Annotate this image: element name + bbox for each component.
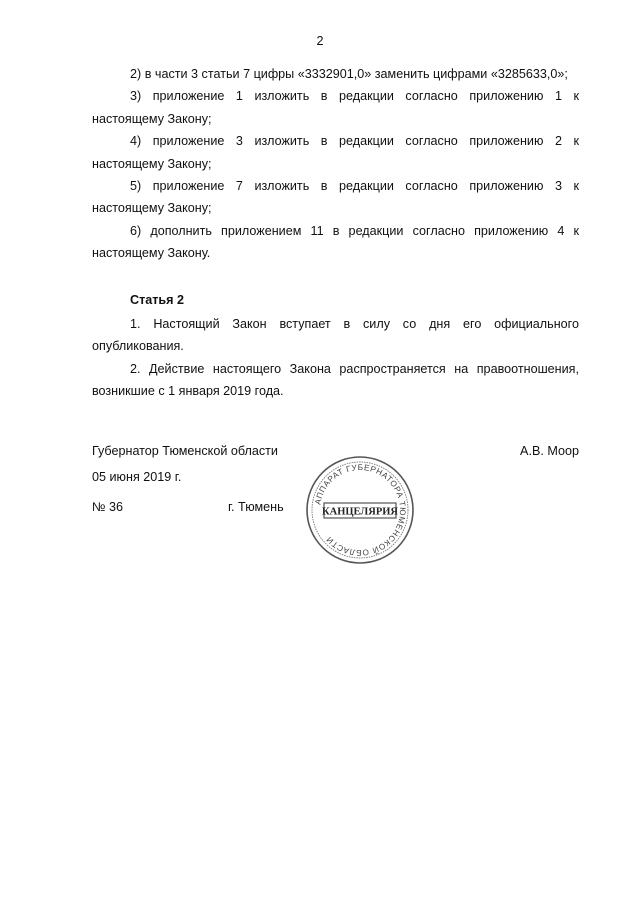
article1-item-6: 6) дополнить приложением 11 в редакции согласно приложению 4 к настоящему Закону. [92,223,579,261]
article2-heading: Статья 2 [130,292,185,307]
document-body [92,63,579,403]
article2-item-2: 2. Действие настоящего Закона распространяется на правоотношения, возникшие с 1 января 2019 года. [92,361,579,399]
stamp-ring-textpath: АППАРАТ ГУБЕРНАТОРА ТЮМЕНСКОЙ ОБЛАСТИ [313,462,408,558]
article2-item-1: 1. Настоящий Закон вступает в силу со дня его официального опубликования. [92,317,579,354]
signing-date: 05 июня 2019 г. [92,470,182,484]
signatory-name: А.В. Моор [520,444,579,458]
official-stamp [304,454,416,566]
article1-item-5: 5) приложение 7 изложить в редакции согласно приложению 3 к настоящему Закону; [92,179,579,216]
signatory-position: Губернатор Тюменской области [92,444,278,458]
page-number: 2 [316,34,324,48]
article1-item-3: 3) приложение 1 изложить в редакции согласно приложению 1 к настоящему Закону; [92,89,579,126]
law-number: № 36 [92,500,124,514]
article1-item-2: 2) в части 3 статьи 7 цифры «3332901,0» заменить цифрами «3285633,0»; [130,67,568,81]
signing-city: г. Тюмень [228,500,284,514]
article1-item-4: 4) приложение 3 изложить в редакции согласно приложению 2 к настоящему Закону; [92,134,579,171]
stamp-center-text: КАНЦЕЛЯРИЯ [322,506,398,518]
